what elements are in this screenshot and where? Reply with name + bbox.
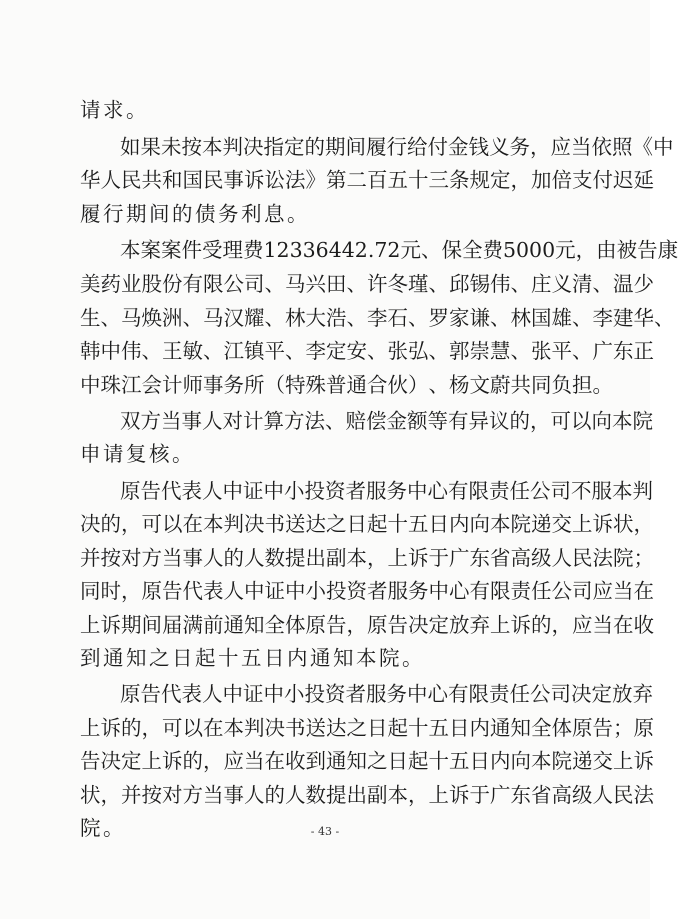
text-line: 上 诉 期 间 届 满 前 通 知 全 体 原 告 ， 原 告 决 定 放 弃 上 诉 的 ， 应 当 在 收 xyxy=(80,613,654,637)
text-line: 状 ， 并 按 对 方 当 事 人 的 人 数 提 出 副 本 ， 上 诉 于 广 东 省 高 级 人 民 法 xyxy=(80,783,654,807)
text-line: 美 药 业 股 份 有 限 公 司 、 马 兴 田 、 许 冬 瑾 、 邱 锡 伟 、 庄 义 清 、 温 少 xyxy=(80,272,654,296)
text-line: 韩 中 伟 、 王 敏 、 江 镇 平 、 李 定 安 、 张 弘 、 郭 崇 慧 、 张 平 、 广 东 正 xyxy=(80,339,654,363)
text-line: 生 、 马 焕 洲 、 马 汉 耀 、 林 大 浩 、 李 石 、 罗 家 谦 、 林 国 雄 、 李 建 华 、 xyxy=(80,306,675,330)
text-line: 履行期间的债务利息。 xyxy=(80,202,310,226)
text-line: 到通知之日起十五日内通知本院。 xyxy=(80,646,425,670)
text-line: 申请复核。 xyxy=(80,442,195,466)
text-line: 华 人 民 共 和 国 民 事 诉 讼 法 》 第 二 百 五 十 三 条 规 定 ， 加 倍 支 付 迟 延 xyxy=(80,168,654,192)
text-line: 本 案 案 件 受 理 费 12336442.72 元 、 保 全 费 5000 元 ， 由 被 告 康 xyxy=(120,238,678,262)
page-number: - 43 - xyxy=(310,825,340,838)
text-line: 双 方 当 事 人 对 计 算 方 法 、 赔 偿 金 额 等 有 异 议 的 ， 可 以 向 本 院 xyxy=(120,409,653,433)
text-line: 决 的 ， 可 以 在 本 判 决 书 送 达 之 日 起 十 五 日 内 向 本 院 递 交 上 诉 状 ， xyxy=(80,512,654,536)
text-line: 请求。 xyxy=(80,98,149,122)
text-line: 告 决 定 上 诉 的 ， 应 当 在 收 到 通 知 之 日 起 十 五 日 内 向 本 院 递 交 上 诉 xyxy=(80,749,654,773)
text-line: 同 时 ， 原 告 代 表 人 中 证 中 小 投 资 者 服 务 中 心 有 限 责 任 公 司 应 当 在 xyxy=(80,579,654,603)
text-line: 并 按 对 方 当 事 人 的 人 数 提 出 副 本 ， 上 诉 于 广 东 省 高 级 人 民 法 院 ； xyxy=(80,546,654,570)
text-line: 中 珠 江 会 计 师 事 务 所 （ 特 殊 普 通 合 伙 ） 、 杨 文 蔚 共 同 负 担 。 xyxy=(80,373,613,397)
text-line: 上 诉 的 ， 可 以 在 本 判 决 书 送 达 之 日 起 十 五 日 内 通 知 全 体 原 告 ； 原 xyxy=(80,716,654,740)
text-line: 如 果 未 按 本 判 决 指 定 的 期 间 履 行 给 付 金 钱 义 务 ， 应 当 依 照 《 中 xyxy=(120,135,674,159)
text-line: 原 告 代 表 人 中 证 中 小 投 资 者 服 务 中 心 有 限 责 任 公 司 不 服 本 判 xyxy=(120,479,653,503)
text-line: 院。 xyxy=(80,816,126,840)
text-line: 原 告 代 表 人 中 证 中 小 投 资 者 服 务 中 心 有 限 责 任 公 司 决 定 放 弃 xyxy=(120,682,653,706)
